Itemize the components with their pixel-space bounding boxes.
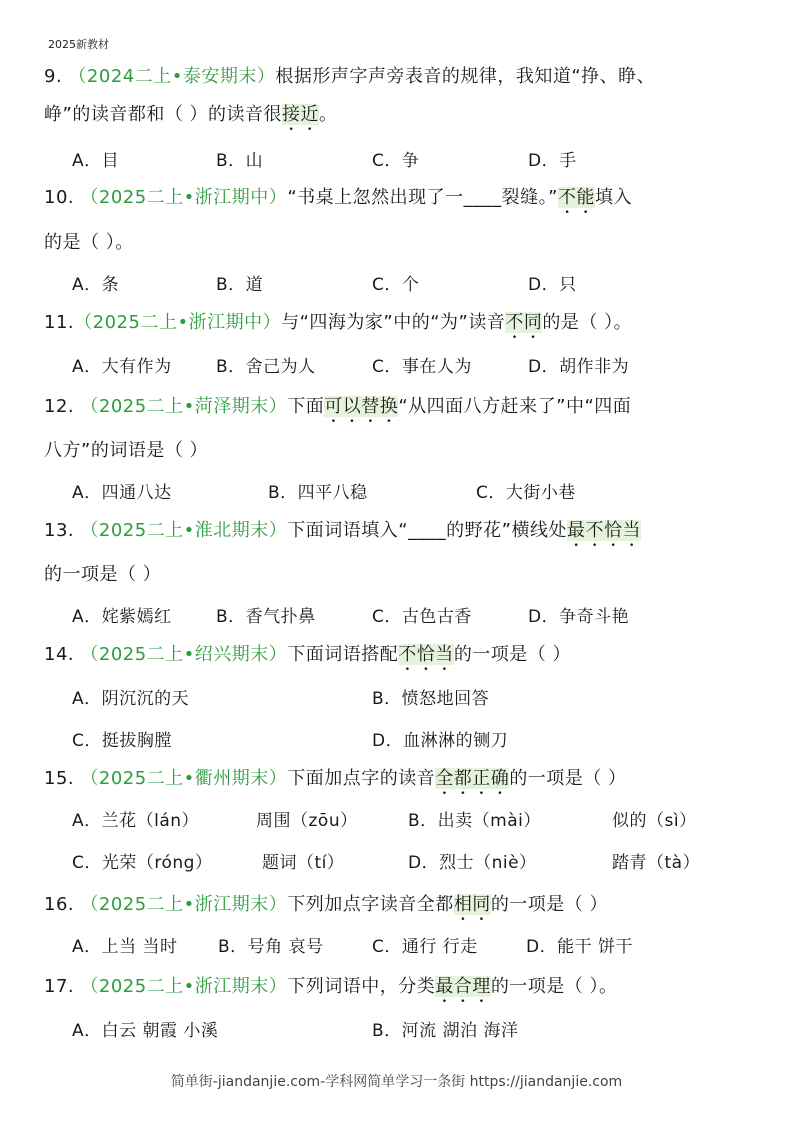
option-a-word-1: A．兰花（lán） — [72, 811, 200, 831]
question-14-line-1 — [44, 640, 571, 675]
question-source: （2025二上•浙江期末） — [80, 976, 288, 997]
question-17-line-1 — [44, 972, 618, 1007]
option-a: A．白云 朝霞 小溪 — [72, 1021, 219, 1041]
question-source: （2025二上•菏泽期末） — [80, 396, 288, 417]
option-a: A．阴沉沉的天 — [72, 689, 190, 709]
question-9-line-1 — [44, 62, 655, 88]
question-10-line-2 — [44, 228, 134, 254]
highlighted-keyword: 不恰当 — [398, 644, 454, 665]
option-d: D．血淋淋的铡刀 — [372, 731, 509, 751]
highlighted-keyword: 不同 — [505, 312, 543, 333]
question-number: 12. — [44, 396, 75, 417]
question-15-line-1 — [44, 764, 627, 799]
option-c: C．个 — [372, 275, 420, 295]
question-text: 下面词语填入“____的野花”横线处 — [287, 520, 567, 541]
option-a: A．姹紫嫣红 — [72, 607, 172, 627]
question-number: 14. — [44, 644, 75, 665]
option-c: C．通行 行走 — [372, 937, 478, 957]
question-number: 11. — [44, 312, 75, 333]
question-9-line-2 — [44, 100, 338, 135]
option-c: C．事在人为 — [372, 357, 472, 377]
option-b: B．山 — [216, 151, 264, 171]
option-c: C．争 — [372, 151, 420, 171]
question-10-line-1 — [44, 183, 632, 218]
question-number: 16. — [44, 894, 75, 915]
question-source: （2025二上•浙江期中） — [74, 312, 282, 333]
option-c-word-2: 题词（tí） — [262, 853, 345, 873]
edition-label: 2025新教材 — [48, 38, 109, 51]
question-source: （2025二上•浙江期末） — [80, 894, 288, 915]
question-source: （2025二上•衢州期末） — [80, 768, 288, 789]
option-b: B．道 — [216, 275, 264, 295]
option-a: A．大有作为 — [72, 357, 172, 377]
option-d: D．胡作非为 — [528, 357, 630, 377]
question-text: 下面加点字的读音 — [287, 768, 436, 789]
question-16-line-1 — [44, 890, 608, 925]
question-text: 的是（ ）。 — [44, 232, 134, 253]
option-b: B．香气扑鼻 — [216, 607, 316, 627]
option-a: A．条 — [72, 275, 120, 295]
question-text: 。 — [319, 104, 338, 125]
question-number: 10. — [44, 187, 75, 208]
question-13-line-2 — [44, 560, 161, 586]
option-a: A．上当 当时 — [72, 937, 178, 957]
question-text: 的一项是（ ） — [490, 894, 609, 915]
option-d: D．争奇斗艳 — [528, 607, 630, 627]
option-c: C．大街小巷 — [476, 483, 576, 503]
highlighted-keyword: 最合理 — [435, 976, 491, 997]
question-text: 八方”的词语是（ ） — [44, 440, 209, 461]
question-11-line-1 — [44, 308, 632, 343]
option-c: C．古色古香 — [372, 607, 472, 627]
option-b: B．河流 湖泊 海洋 — [372, 1021, 519, 1041]
highlighted-keyword: 全都正确 — [435, 768, 510, 789]
highlighted-keyword: 可以替换 — [324, 396, 399, 417]
highlighted-keyword: 不能 — [557, 187, 595, 208]
question-number: 13. — [44, 520, 75, 541]
question-12-line-1 — [44, 392, 631, 427]
question-text: 填入 — [594, 187, 632, 208]
question-13-line-1 — [44, 516, 641, 551]
question-text: “从四面八方赶来了”中“四面 — [398, 396, 632, 417]
question-source: （2025二上•绍兴期末） — [80, 644, 288, 665]
question-text: 的一项是（ ） — [509, 768, 627, 789]
question-text: 下面词语搭配 — [287, 644, 399, 665]
question-text: “书桌上忽然出现了一____裂缝。” — [287, 187, 558, 208]
highlighted-keyword: 接近 — [282, 104, 320, 125]
option-d: D．能干 饼干 — [526, 937, 633, 957]
option-d: D．只 — [528, 275, 577, 295]
option-b: B．四平八稳 — [268, 483, 368, 503]
page-footer: 简单街-jiandanjie.com-学科网简单学习一条街 https://jiandanjie.com — [170, 1074, 623, 1090]
question-text: 根据形声字声旁表音的规律，我知道“挣、睁、 — [275, 66, 656, 87]
option-d-word-2: 踏青（tà） — [612, 853, 701, 873]
question-text: 的一项是（ ）。 — [490, 976, 618, 997]
option-b: B．愤怒地回答 — [372, 689, 490, 709]
question-text: 的一项是（ ） — [453, 644, 572, 665]
question-number: 9. — [44, 66, 63, 87]
question-text: 下面 — [287, 396, 325, 417]
option-a: A．目 — [72, 151, 120, 171]
question-text: 下列加点字读音全都 — [287, 894, 454, 915]
question-source: （2025二上•浙江期中） — [80, 187, 288, 208]
question-text: 峥”的读音都和（ ）的读音很 — [44, 104, 283, 125]
question-text: 的一项是（ ） — [44, 564, 162, 585]
option-d: D．手 — [528, 151, 577, 171]
question-source: （2024二上•泰安期末） — [68, 66, 276, 87]
option-b-word-2: 似的（sì） — [612, 811, 697, 831]
option-d-word-1: D．烈士（niè） — [408, 853, 537, 873]
highlighted-keyword: 相同 — [453, 894, 491, 915]
question-source: （2025二上•淮北期末） — [80, 520, 288, 541]
highlighted-keyword: 最不恰当 — [566, 520, 641, 541]
question-text: 下列词语中，分类 — [287, 976, 436, 997]
question-text: 的是（ ）。 — [542, 312, 633, 333]
option-c: C．挺拔胸膛 — [72, 731, 172, 751]
option-b-word-1: B．出卖（mài） — [408, 811, 541, 831]
question-number: 17. — [44, 976, 75, 997]
option-b: B．号角 哀号 — [218, 937, 324, 957]
question-12-line-2 — [44, 436, 208, 462]
question-text: 与“四海为家”中的“为”读音 — [281, 312, 506, 333]
question-number: 15. — [44, 768, 75, 789]
option-b: B．舍己为人 — [216, 357, 316, 377]
option-a: A．四通八达 — [72, 483, 172, 503]
option-a-word-2: 周围（zōu） — [256, 811, 358, 831]
option-c-word-1: C．光荣（róng） — [72, 853, 213, 873]
